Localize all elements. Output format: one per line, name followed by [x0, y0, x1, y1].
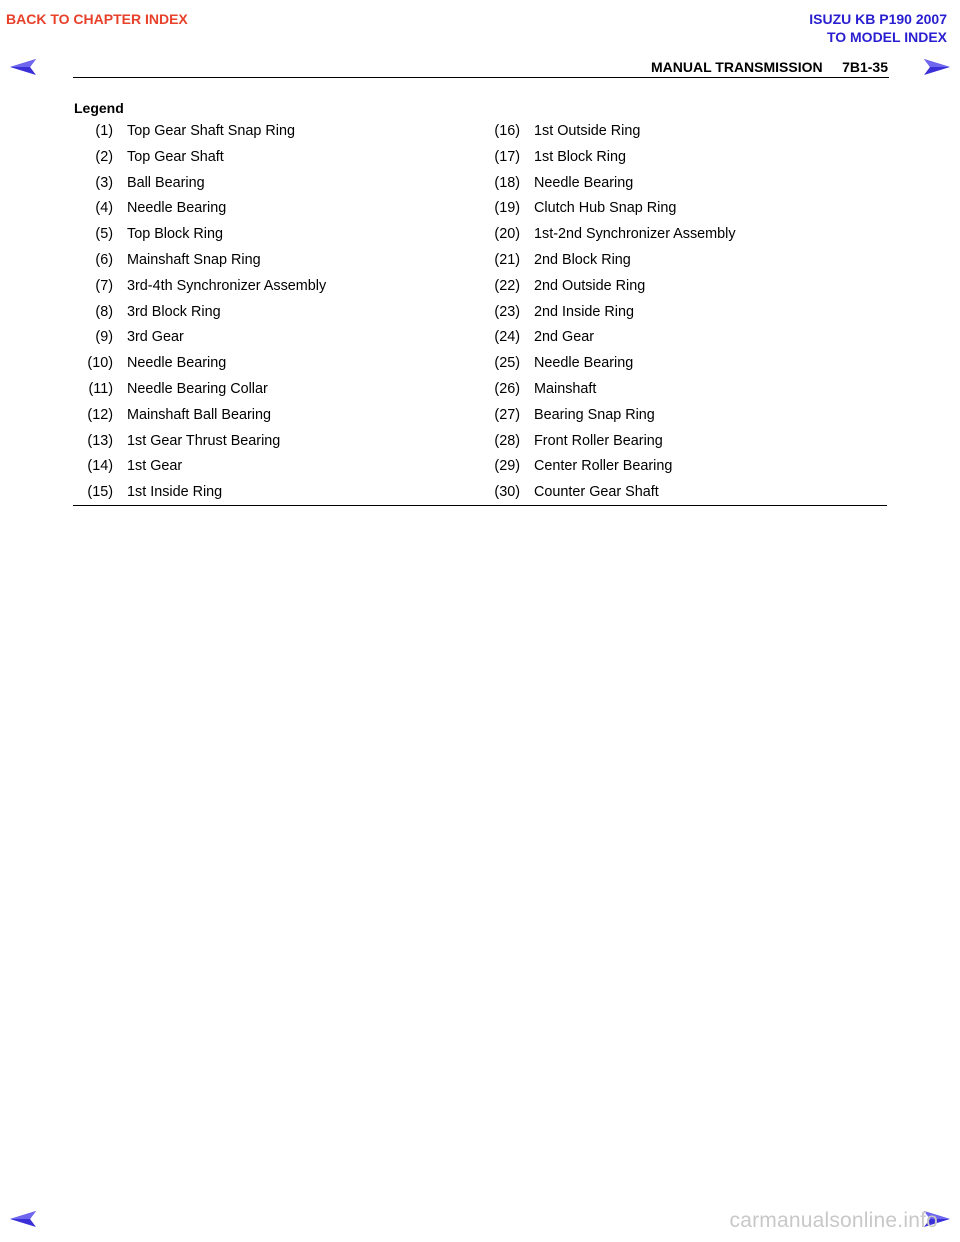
legend-item-number: (17) — [494, 148, 520, 165]
legend-item-number: (16) — [494, 123, 520, 139]
legend-item-number: (30) — [494, 484, 520, 501]
legend-item-number: (18) — [494, 174, 520, 191]
legend-item — [73, 122, 493, 148]
legend-item — [73, 225, 493, 251]
legend-item — [73, 432, 493, 458]
legend-item-number: (24) — [494, 329, 520, 346]
legend-item — [480, 354, 900, 380]
legend-item-name: Top Gear Shaft — [127, 148, 224, 165]
legend-item — [480, 328, 900, 354]
legend-item-number: (1) — [95, 123, 113, 139]
legend-item-number: (25) — [494, 355, 520, 372]
legend-item-name: Needle Bearing Collar — [127, 380, 268, 397]
legend-item-name: Needle Bearing — [127, 200, 227, 217]
legend-item-number: (28) — [494, 432, 520, 449]
section-title: MANUAL TRANSMISSION — [650, 59, 823, 75]
legend-column-left — [73, 122, 493, 509]
legend-item-name: 1st Gear Thrust Bearing — [127, 432, 281, 449]
arrow-right-icon[interactable] — [924, 59, 950, 75]
arrow-left-icon[interactable] — [10, 1211, 36, 1227]
legend-item-number: (29) — [494, 458, 520, 475]
legend-item-number: (6) — [95, 251, 113, 268]
legend-item-name: 2nd Block Ring — [534, 251, 631, 268]
legend-item — [73, 457, 493, 483]
legend-item-name: 1st Block Ring — [534, 148, 626, 165]
legend-item-number: (8) — [95, 303, 113, 320]
legend-item-name: 2nd Gear — [534, 329, 595, 346]
legend-item — [73, 303, 493, 329]
watermark-text: carmanualsonline.info — [729, 1209, 938, 1232]
legend-item — [480, 457, 900, 483]
legend-item-number: (21) — [494, 251, 520, 268]
back-to-chapter-index-link[interactable]: BACK TO CHAPTER INDEX — [6, 11, 188, 27]
legend-item-number: (26) — [494, 380, 520, 397]
legend-item — [480, 406, 900, 432]
legend-item-number: (4) — [95, 200, 113, 217]
header-divider — [73, 77, 889, 78]
legend-item-name: 1st Gear — [127, 458, 183, 475]
page-number: 7B1-35 — [842, 59, 888, 75]
legend-item-name: 3rd-4th Synchronizer Assembly — [127, 277, 327, 294]
legend-item-number: (13) — [87, 432, 113, 449]
legend-item-name: Needle Bearing — [534, 355, 634, 372]
legend-item-name: Center Roller Bearing — [534, 458, 673, 475]
legend-item-name: Needle Bearing — [534, 174, 634, 191]
legend-item-name: Ball Bearing — [127, 174, 205, 191]
legend-item-name: Needle Bearing — [127, 355, 227, 372]
legend-item-number: (7) — [95, 277, 113, 294]
to-model-index-link[interactable]: TO MODEL INDEX — [826, 29, 947, 45]
legend-item — [480, 122, 900, 148]
legend-item-number: (15) — [87, 484, 113, 501]
legend-item — [73, 328, 493, 354]
legend-item — [480, 432, 900, 458]
legend-item-number: (5) — [95, 226, 113, 243]
model-title-link[interactable]: ISUZU KB P190 2007 — [809, 11, 947, 27]
legend-item — [73, 174, 493, 200]
legend-item — [73, 251, 493, 277]
legend-item — [480, 380, 900, 406]
legend-item — [73, 148, 493, 174]
legend-item-name: Top Gear Shaft Snap Ring — [127, 123, 295, 139]
legend-item — [480, 251, 900, 277]
legend-item-name: Bearing Snap Ring — [534, 406, 655, 423]
legend-item-number: (2) — [95, 148, 113, 165]
legend-item-name: Mainshaft Ball Bearing — [127, 406, 271, 423]
legend-item-number: (19) — [494, 200, 520, 217]
legend-item-number: (22) — [494, 277, 520, 294]
legend-item-name: 1st Inside Ring — [127, 484, 223, 501]
legend-item-number: (20) — [494, 226, 520, 243]
legend-item-name: 1st Outside Ring — [534, 123, 641, 139]
legend-bottom-divider — [73, 505, 887, 506]
legend-item — [480, 225, 900, 251]
legend-item-name: Top Block Ring — [127, 226, 223, 243]
legend-item-name: Front Roller Bearing — [534, 432, 663, 449]
legend-item — [73, 277, 493, 303]
legend-item-name: 1st-2nd Synchronizer Assembly — [534, 226, 736, 243]
legend-item — [480, 174, 900, 200]
legend-item-name: Mainshaft Snap Ring — [127, 251, 261, 268]
legend-item-number: (10) — [87, 355, 113, 372]
legend-item-number: (12) — [87, 406, 113, 423]
legend-item — [480, 303, 900, 329]
legend-item-name: 3rd Gear — [127, 329, 184, 346]
legend-item — [73, 199, 493, 225]
legend-item-number: (27) — [494, 406, 520, 423]
legend-column-right — [480, 122, 900, 509]
legend-item-name: 2nd Inside Ring — [534, 303, 635, 320]
legend-item — [480, 199, 900, 225]
legend-item — [73, 406, 493, 432]
legend-item — [480, 277, 900, 303]
legend-item-number: (14) — [87, 458, 113, 475]
legend-item-number: (9) — [95, 329, 113, 346]
legend-item-name: Clutch Hub Snap Ring — [534, 200, 677, 217]
legend-item — [73, 354, 493, 380]
legend-item-number: (23) — [494, 303, 520, 320]
legend-item-number: (11) — [88, 380, 113, 397]
legend-item-name: Counter Gear Shaft — [534, 484, 659, 501]
page-header — [651, 59, 888, 76]
legend-item-name: Mainshaft — [534, 380, 597, 397]
legend-item-name: 2nd Outside Ring — [534, 277, 646, 294]
legend-item-number: (3) — [95, 174, 113, 191]
arrow-left-icon[interactable] — [10, 59, 36, 75]
legend-item — [480, 148, 900, 174]
legend-item — [73, 380, 493, 406]
legend-heading: Legend — [74, 100, 124, 116]
legend-item-name: 3rd Block Ring — [127, 303, 221, 320]
